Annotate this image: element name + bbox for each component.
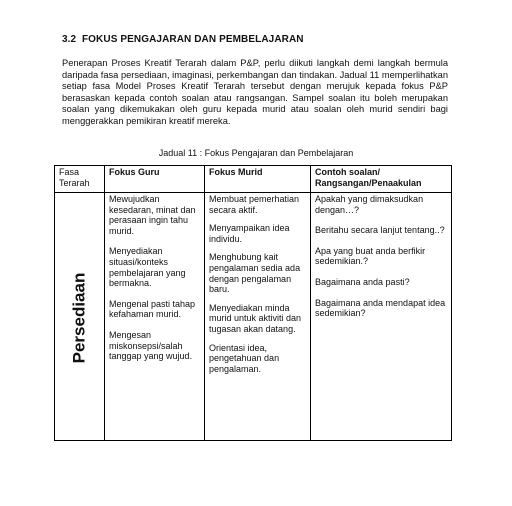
table-header-row	[55, 166, 452, 193]
table-caption: Jadual 11 : Fokus Pengajaran dan Pembelajaran	[158, 148, 354, 158]
murid-item: Membuat pemerhatian secara aktif.	[209, 194, 300, 215]
table-row	[55, 193, 452, 441]
guru-item: Mengesan miskonsepsi/salah tanggap yang wujud.	[109, 329, 193, 362]
murid-item: Menghubung kait pengalaman sedia ada dengan pengalaman baru.	[209, 252, 301, 295]
phase-cell	[55, 193, 105, 441]
contoh-item: Bagaimana anda pasti?	[315, 276, 410, 287]
header-fokus-guru: Fokus Guru	[105, 166, 205, 193]
intro-paragraph: Penerapan Proses Kreatif Terarah dalam P&P, perlu diikuti langkah demi langkah bermula daripada fasa persediaan, imaginasi, perkembangan dan tindakan. Jadual 11 memperlihatkan setiap fasa Model Proses Kreatif Terarah tersebut dengan merujuk kepada fokus P&P berasaskan kepada contoh soalan atau rangsangan. Sampel soalan itu boleh merupakan soalan yang dikemukakan oleh guru kepada murid atau soalan oleh murid sendiri bagi menggerakkan pemikiran kreatif mereka.	[62, 58, 448, 126]
header-fokus-murid: Fokus Murid	[205, 166, 311, 193]
guru-item: Mengenal pasti tahap kefahaman murid.	[109, 298, 196, 320]
contoh-cell	[311, 193, 452, 441]
focus-table	[54, 165, 452, 441]
section-title: FOKUS PENGAJARAN DAN PEMBELAJARAN	[81, 34, 304, 45]
header-contoh-soalan: Contoh soalan/ Rangsangan/Penaakulan	[311, 166, 452, 193]
guru-cell	[105, 193, 205, 441]
murid-item: Menyediakan minda murid untuk aktiviti dan tugasan akan datang.	[209, 302, 302, 334]
murid-item: Orientasi idea, pengetahuan dan pengalaman.	[209, 342, 280, 374]
murid-cell	[205, 193, 311, 441]
contoh-item: Apa yang buat anda berfikir sedemikian.?	[315, 245, 426, 267]
section-heading	[62, 34, 304, 45]
section-number: 3.2	[62, 34, 77, 45]
phase-label: Persediaan	[69, 272, 89, 364]
contoh-item: Apakah yang dimaksudkan dengan…?	[315, 194, 424, 215]
header-fasa: Fasa Terarah	[55, 166, 105, 193]
murid-item: Menyampaikan idea individu.	[209, 223, 290, 244]
contoh-item: Bagaimana anda mendapat idea sedemikian?	[315, 297, 446, 319]
guru-item: Menyediakan situasi/konteks pembelajaran yang bermakna.	[109, 246, 186, 289]
contoh-item: Beritahu secara lanjut tentang..?	[315, 225, 445, 236]
guru-item: Mewujudkan kesedaran, minat dan perasaan ingin tahu murid.	[109, 194, 196, 236]
